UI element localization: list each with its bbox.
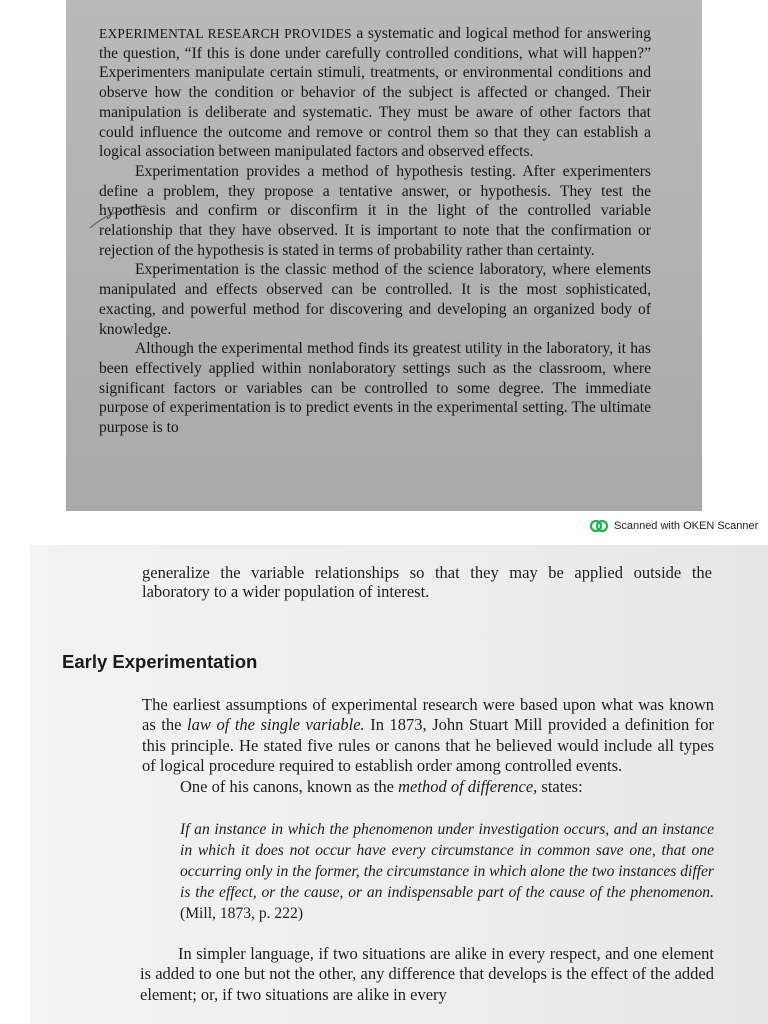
scanner-watermark <box>590 517 758 535</box>
page2-body <box>142 695 714 1005</box>
p1-text-b: In 1873, John Stuart Mill provided a definition for this principle. He stated five rules or canons that he believed would include all types of logical procedure required to establish order among controlled events. <box>142 715 715 776</box>
p1-emphasis: law of the single variable. <box>187 715 365 735</box>
p2-text-b: states: <box>537 776 583 796</box>
page1-paragraph-1-text: a systematic and logical method for answering the question, “If this is done under carefully controlled conditions, what will happen?” Experimenters manipulate certain stimuli, treatments, or environmental conditions and observe how the condition or behavior of the subject is affected or changed. Their manipulation is deliberate and systematic. They must be aware of other factors that could influence the outcome and remove or control them so that they can establish a logical association between manipulated factors and observed effects. <box>99 25 652 161</box>
p2-emphasis: method of difference, <box>398 776 538 796</box>
page1-text <box>99 24 651 438</box>
lead-in-small-caps: EXPERIMENTAL RESEARCH PROVIDES <box>99 26 352 41</box>
page2-paragraph-3: In simpler language, if two situations are alike in every respect, and one element is added to one but not the other, any difference that develops is the effect of the added element; or, if two situations are alike in every <box>140 944 714 1004</box>
page1-paragraph-2: Experimentation provides a method of hypothesis testing. After experimenters define a problem, they propose a tentative answer, or hypothesis. They test the hypothesis and confirm or disconfirm it in the light of the controlled variable relationship that they have observed. It is important to note that the confirmation or rejection of the hypothesis is stated in terms of probability rather than certainty. <box>99 162 651 259</box>
p2-text-a: One of his canons, known as the <box>180 776 399 796</box>
oken-logo-icon <box>590 519 608 533</box>
scanned-page-top <box>66 0 702 511</box>
page2-paragraph-2 <box>142 777 714 797</box>
continuation-text: generalize the variable relationships so that they may be applied outside the laboratory to a wider population of interest. <box>142 563 712 601</box>
page1-paragraph-1 <box>99 24 651 162</box>
page2-continuation <box>142 563 712 601</box>
quote-citation: (Mill, 1873, p. 222) <box>180 905 304 923</box>
page1-paragraph-4: Although the experimental method finds its greatest utility in the laboratory, it has been effectively applied within nonlaboratory settings such as the classroom, where significant factors or variables can be controlled to some degree. The immediate purpose of experimentation is to predict events in the experimental setting. The ultimate purpose is to <box>99 340 651 437</box>
page2-paragraph-1 <box>142 695 714 777</box>
scanner-watermark-text: Scanned with OKEN Scanner <box>614 520 759 532</box>
p1-text-a: The earliest assumptions of experimental research were based upon what was known as the <box>142 695 714 735</box>
section-heading: Early Experimentation <box>62 651 258 672</box>
quote-text: If an instance in which the phenomenon under investigation occurs, and an instance in which it does not occur have every circumstance in common save one, that one occurring only in the former, the circumstance in which alone the two instances differ is the effect, or the cause, or an indispensable part of the cause of the phenomenon. <box>180 821 714 902</box>
block-quote <box>180 819 714 924</box>
page1-paragraph-3: Experimentation is the classic method of the science laboratory, where elements manipulated and effects observed can be controlled. It is the most sophisticated, exacting, and powerful method for discovering and developing an organized body of knowledge. <box>99 261 651 338</box>
scanned-page-bottom <box>30 545 768 1024</box>
